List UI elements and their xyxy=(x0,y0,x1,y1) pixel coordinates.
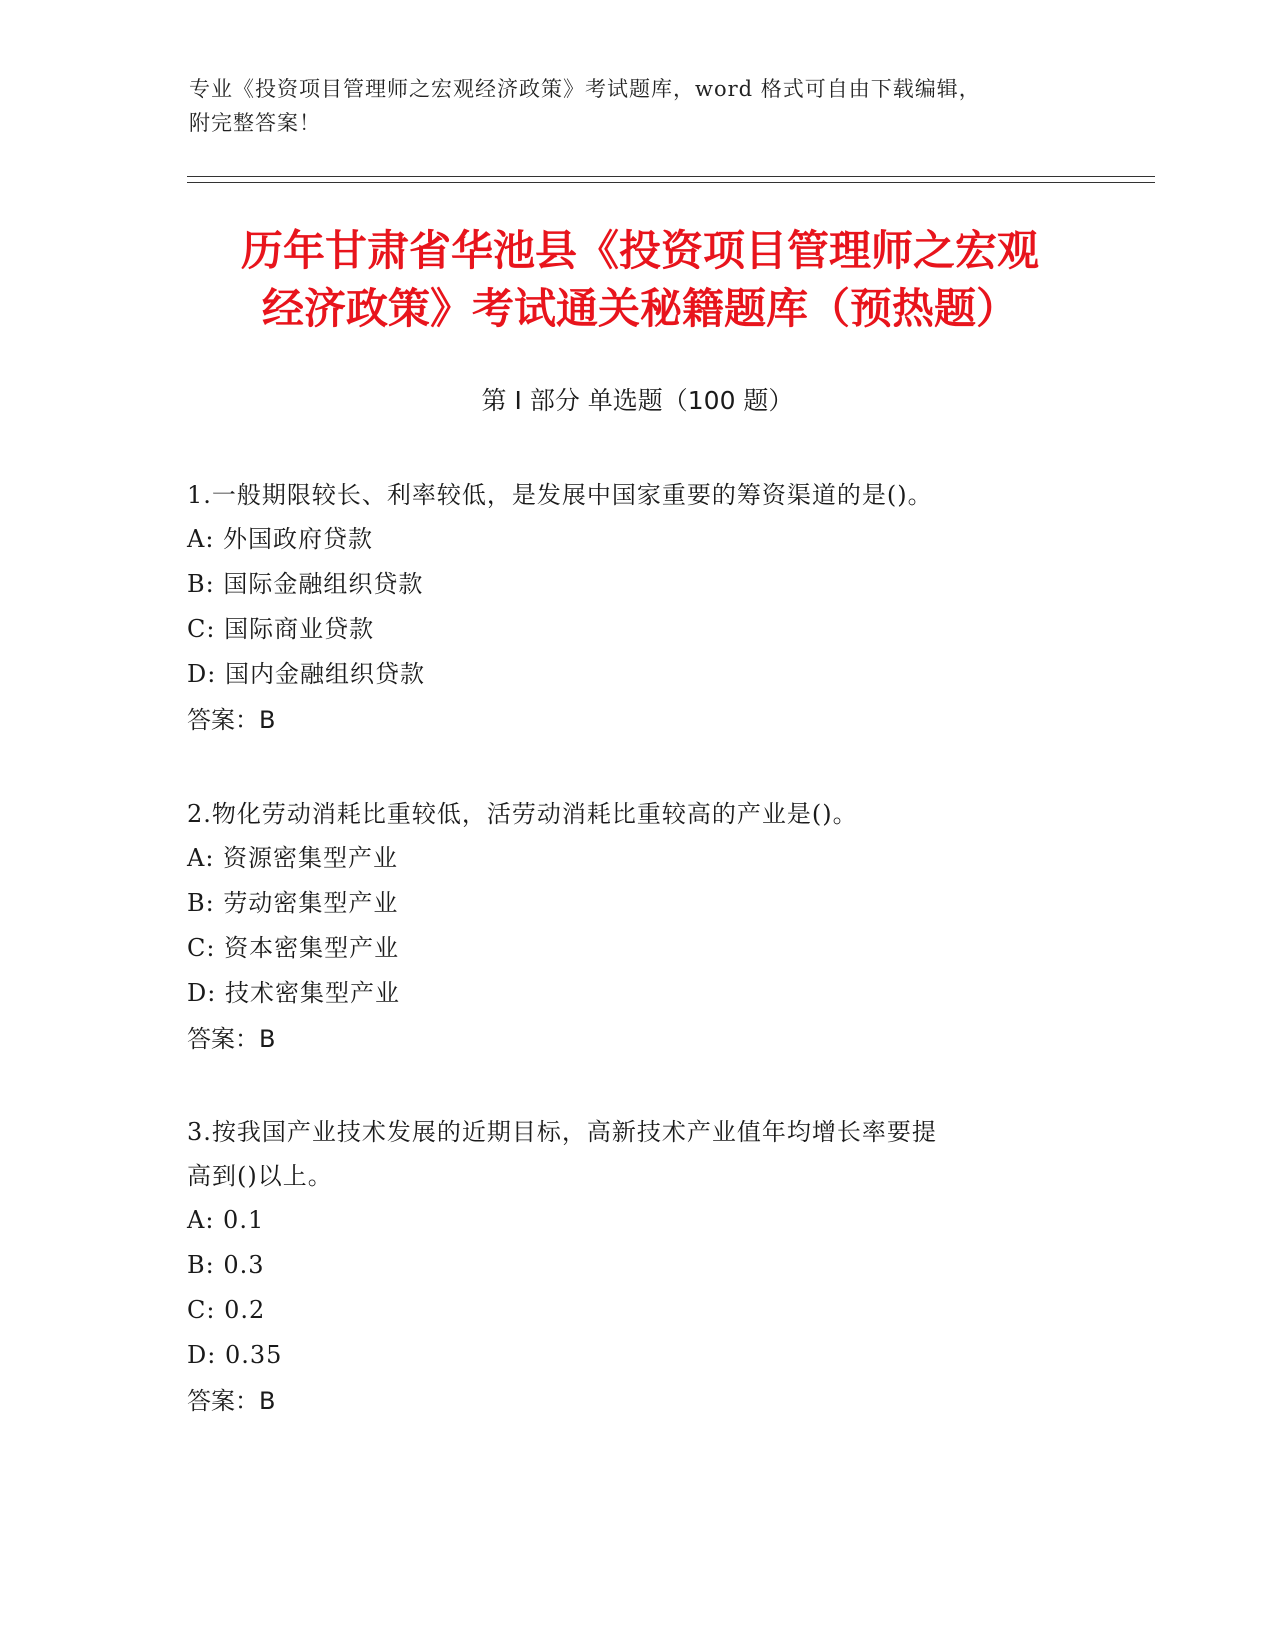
question-stem-continued: 高到()以上。 xyxy=(187,1162,333,1190)
option-d: D: 国内金融组织贷款 xyxy=(187,660,425,688)
option-b: B: 国际金融组织贷款 xyxy=(187,570,424,598)
header-note-line-1: 专业《投资项目管理师之宏观经济政策》考试题库，word 格式可自由下载编辑， xyxy=(189,77,981,101)
answer: 答案：B xyxy=(187,706,276,734)
option-a: A: 0.1 xyxy=(187,1206,265,1234)
document-title xyxy=(180,222,1100,338)
question-stem: 2.物化劳动消耗比重较低，活劳动消耗比重较高的产业是()。 xyxy=(187,800,858,828)
option-c: C: 资本密集型产业 xyxy=(187,934,400,962)
question-2 xyxy=(187,792,1067,1062)
option-b: B: 劳动密集型产业 xyxy=(187,889,399,917)
option-c: C: 国际商业贷款 xyxy=(187,615,375,643)
header-divider-top xyxy=(187,176,1155,177)
answer: 答案：B xyxy=(187,1387,276,1415)
question-stem: 1.一般期限较长、利率较低，是发展中国家重要的筹资渠道的是()。 xyxy=(187,481,933,509)
document-title-line-2: 经济政策》考试通关秘籍题库（预热题） xyxy=(261,284,1018,333)
question-stem: 3.按我国产业技术发展的近期目标，高新技术产业值年均增长率要提 xyxy=(187,1118,937,1146)
option-a: A: 资源密集型产业 xyxy=(187,844,399,872)
option-c: C: 0.2 xyxy=(187,1296,266,1324)
section-heading: 第 I 部分 单选题（100 题） xyxy=(481,386,794,415)
document-title-line-1: 历年甘肃省华池县《投资项目管理师之宏观 xyxy=(240,226,1039,275)
question-1 xyxy=(187,473,1067,743)
option-d: D: 0.35 xyxy=(187,1341,283,1369)
header-divider-bottom xyxy=(187,182,1155,183)
option-d: D: 技术密集型产业 xyxy=(187,979,400,1007)
header-note-line-2: 附完整答案！ xyxy=(189,111,321,135)
option-b: B: 0.3 xyxy=(187,1251,265,1279)
answer: 答案：B xyxy=(187,1025,276,1053)
header-note xyxy=(189,72,1089,140)
option-a: A: 外国政府贷款 xyxy=(187,525,374,553)
question-3 xyxy=(187,1110,1067,1424)
